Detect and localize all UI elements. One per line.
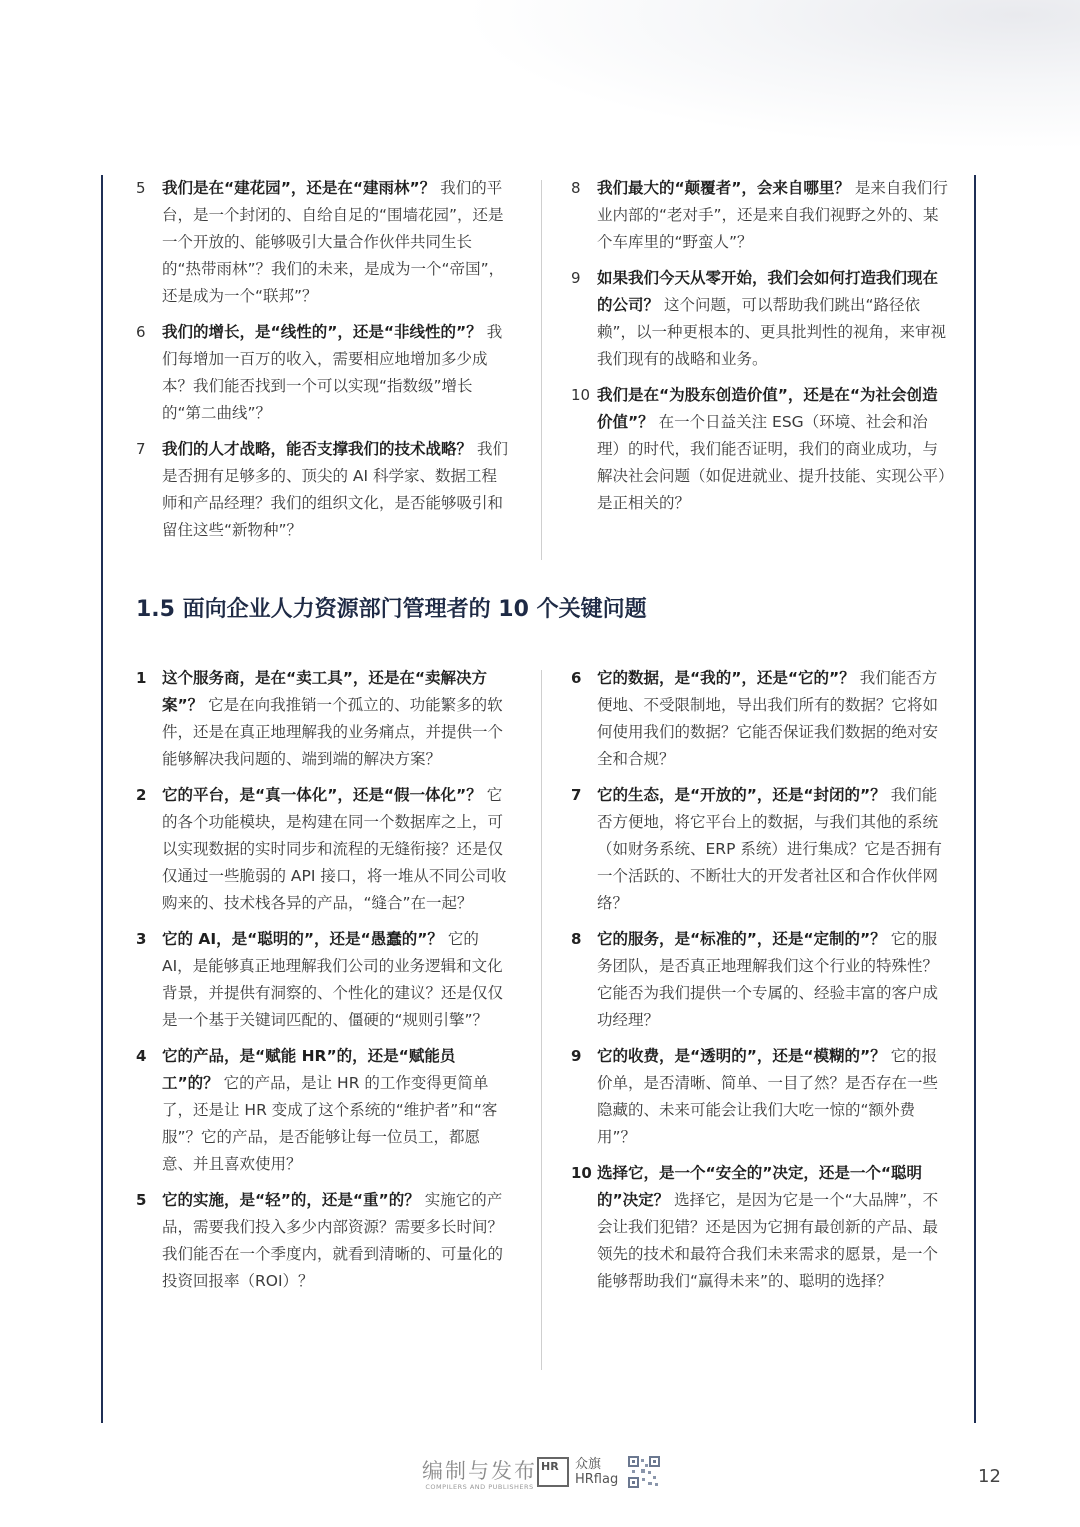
question-heading: 我们最大的“颠覆者”，会来自哪里？ [597,179,850,197]
question-heading: 它的产品，是“赋能 HR”的，还是“赋能员工”的？ [162,1047,456,1092]
page-number: 12 [978,1466,1001,1487]
question-item [136,926,511,1034]
publisher-label-en: COMPILERS AND PUBLISHERS [425,1483,534,1491]
question-number: 9 [571,1047,582,1065]
question-heading: 我们是在“建花园”，还是在“建雨林”？ [162,179,436,197]
question-heading: 如果我们今天从零开始，我们会如何打造我们现在的公司？ [597,269,939,314]
footer-publisher-label [422,1455,537,1491]
question-heading: 这个服务商，是在“卖工具”，还是在“卖解决方案”？ [162,669,488,714]
question-body: 它的产品，是让 HR 的工作变得更简单了，还是让 HR 变成了这个系统的“维护者”和“客服”？它的产品，是否能够让每一位员工，都愿意、并且喜欢使用？ [162,1074,498,1173]
section-b-right-column [571,665,949,1304]
question-item [571,665,949,773]
question-item [136,319,511,427]
question-number: 5 [136,1191,147,1209]
question-item [571,782,949,917]
question-item [571,175,949,256]
question-heading: 它的生态，是“开放的”，还是“封闭的”？ [597,786,886,804]
question-body: 它的 AI，是能够真正地理解我们公司的业务逻辑和文化背景，并提供有洞察的、个性化的建议？还是仅仅是一个基于关键词匹配的、僵硬的“规则引擎”？ [162,930,504,1029]
question-number: 4 [136,1047,147,1065]
question-heading: 它的数据，是“我的”，还是“它的”？ [597,669,855,687]
question-heading: 它的实施，是“轻”的，还是“重”的？ [162,1191,420,1209]
question-heading: 我们的人才战略，能否支撑我们的技术战略？ [162,440,473,458]
question-heading: 选择它，是一个“安全的”决定，还是一个“聪明的”决定？ [597,1164,923,1209]
question-number: 7 [571,786,582,804]
publisher-label-cn: 编制与发布 [422,1459,537,1483]
question-item [571,382,949,517]
question-item [136,1187,511,1295]
question-number: 1 [136,669,147,687]
question-number: 7 [136,440,146,458]
question-item [571,926,949,1034]
hr-logo-wordmark [575,1457,618,1487]
hrflag-logo [537,1457,617,1491]
question-item [136,1043,511,1178]
hr-logo-text: HR [541,1460,559,1473]
question-number: 3 [136,930,147,948]
question-heading: 我们是在“为股东创造价值”，还是在“为社会创造价值”？ [597,386,938,431]
question-item [136,782,511,917]
question-body: 它的报价单，是否清晰、简单、一目了然？是否存在一些隐藏的、未来可能会让我们大吃一惊的“额外费用”？ [597,1047,939,1146]
column-divider-top [541,180,542,560]
question-number: 6 [571,669,582,687]
left-frame-line [101,175,103,1423]
question-heading: 它的 AI，是“聪明的”，还是“愚蠢的”？ [162,930,443,948]
question-body: 它的各个功能模块，是构建在同一个数据库之上，可以实现数据的实时同步和流程的无缝衔接？还是仅仅通过一些脆弱的 API 接口，将一堆从不同公司收购来的、技术栈各异的产品，“缝合”在一起？ [162,786,507,912]
section-title: 1.5 面向企业人力资源部门管理者的 10 个关键问题 [136,597,647,622]
hr-logo-mark [537,1457,569,1487]
question-number: 2 [136,786,147,804]
section-a-right-column [571,175,949,526]
section-a-left-column [136,175,511,553]
question-heading: 它的服务，是“标准的”，还是“定制的”？ [597,930,886,948]
question-number: 10 [571,1164,592,1182]
question-body: 我们能否方便地、不受限制地，导出我们所有的数据？它将如何使用我们的数据？它能否保证我们数据的绝对安全和合规？ [597,669,939,768]
question-body: 实施它的产品，需要我们投入多少内部资源？需要多长时间？我们能否在一个季度内，就看到清晰的、可量化的投资回报率（ROI）？ [162,1191,504,1290]
question-heading: 它的平台，是“真一体化”，还是“假一体化”？ [162,786,482,804]
question-body: 在一个日益关注 ESG（环境、社会和治理）的时代，我们能否证明，我们的商业成功，与解决社会问题（如促进就业、提升技能、实现公平）是正相关的？ [597,413,946,512]
question-body: 是来自我们行业内部的“老对手”，还是来自我们视野之外的、某个车库里的“野蛮人”？ [597,179,948,251]
question-number: 6 [136,323,146,341]
question-heading: 它的收费，是“透明的”，还是“模糊的”？ [597,1047,886,1065]
question-body: 选择它，是因为它是一个“大品牌”，不会让我们犯错？还是因为它拥有最创新的产品、最领先的技术和最符合我们未来需求的愿景，是一个能够帮助我们“赢得未来”的、聪明的选择？ [597,1191,939,1290]
hr-logo-cn: 众旗 [575,1457,602,1472]
question-body: 它是在向我推销一个孤立的、功能繁多的软件，还是在真正地理解我的业务痛点，并提供一个能够解决我问题的、端到端的解决方案？ [162,696,504,768]
question-item [136,175,511,310]
question-item [571,265,949,373]
question-body: 它的服务团队，是否真正地理解我们这个行业的特殊性？它能否为我们提供一个专属的、经验丰富的客户成功经理？ [597,930,939,1029]
question-item [136,436,511,544]
question-number: 5 [136,179,146,197]
question-number: 8 [571,930,582,948]
question-item [571,1043,949,1151]
question-item [571,1160,949,1295]
qr-code-icon [628,1456,660,1488]
hr-logo-en: HRflag [575,1472,619,1487]
question-item [136,665,511,773]
question-number: 10 [571,386,591,404]
right-frame-line [974,175,976,1423]
question-heading: 我们的增长，是“线性的”，还是“非线性的”？ [162,323,482,341]
question-body: 我们是否拥有足够多的、顶尖的 AI 科学家、数据工程师和产品经理？我们的组织文化，是否能够吸引和留住这些“新物种”？ [162,440,508,539]
question-body: 我们能否方便地，将它平台上的数据，与我们其他的系统（如财务系统、ERP 系统）进行集成？它是否拥有一个活跃的、不断壮大的开发者社区和合作伙伴网络？ [597,786,942,912]
question-body: 这个问题，可以帮助我们跳出“路径依赖”，以一种更根本的、更具批判性的视角，来审视我们现有的战略和业务。 [597,296,947,368]
section-b-left-column [136,665,511,1304]
column-divider-bottom [541,670,542,1370]
question-body: 我们的平台，是一个封闭的、自给自足的“围墙花园”，还是一个开放的、能够吸引大量合作伙伴共同生长的“热带雨林”？我们的未来，是成为一个“帝国”，还是成为一个“联邦”？ [162,179,505,305]
question-number: 9 [571,269,581,287]
question-body: 我们每增加一百万的收入，需要相应地增加多少成本？我们能否找到一个可以实现“指数级”增长的“第二曲线”？ [162,323,503,422]
header-texture [460,0,1080,150]
question-number: 8 [571,179,581,197]
